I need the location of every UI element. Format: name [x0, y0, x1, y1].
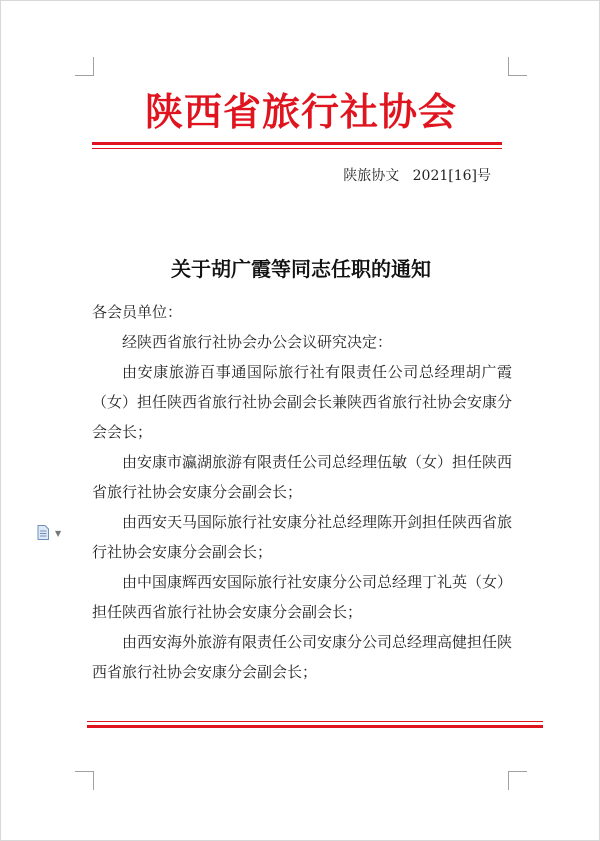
salutation: 各会员单位： — [92, 303, 183, 321]
notice-body — [92, 297, 512, 687]
header-rule-thin — [92, 148, 502, 149]
body-paragraph: 由西安海外旅游有限责任公司安康分公司总经理高健担任陕西省旅行社协会安康分会副会长； — [92, 633, 513, 681]
caret-down-icon[interactable]: ▼ — [55, 529, 62, 538]
document-number: 陕旅协文 2021[16]号 — [343, 168, 491, 184]
header-rule-thick — [92, 142, 502, 145]
crop-mark-bottom-left — [75, 771, 94, 790]
crop-mark-top-left — [75, 57, 94, 76]
notice-title: 关于胡广霞等同志任职的通知 — [171, 257, 431, 281]
body-paragraph: 由安康市瀛湖旅游有限责任公司总经理伍敏（女）担任陕西省旅行社协会安康分会副会长； — [92, 453, 513, 501]
body-paragraph: 由西安天马国际旅行社安康分社总经理陈开剑担任陕西省旅行社协会安康分会副会长； — [92, 513, 513, 561]
org-name-heading: 陕西省旅行社协会 — [144, 89, 457, 134]
body-paragraph: 由安康旅游百事通国际旅行社有限责任公司总经理胡广霞（女）担任陕西省旅行社协会副会长兼陕西省旅行社协会安康分会会长； — [92, 363, 513, 441]
footer-rule-thin — [87, 721, 543, 722]
crop-mark-top-right — [508, 57, 527, 76]
footer-rule-thick — [87, 725, 543, 728]
crop-mark-bottom-right — [508, 771, 527, 790]
body-paragraph: 经陕西省旅行社协会办公会议研究决定： — [122, 333, 393, 351]
document-icon[interactable] — [37, 525, 49, 540]
body-paragraph: 由中国康辉西安国际旅行社安康分公司总经理丁礼英（女）担任陕西省旅行社协会安康分会副会长； — [92, 573, 513, 621]
